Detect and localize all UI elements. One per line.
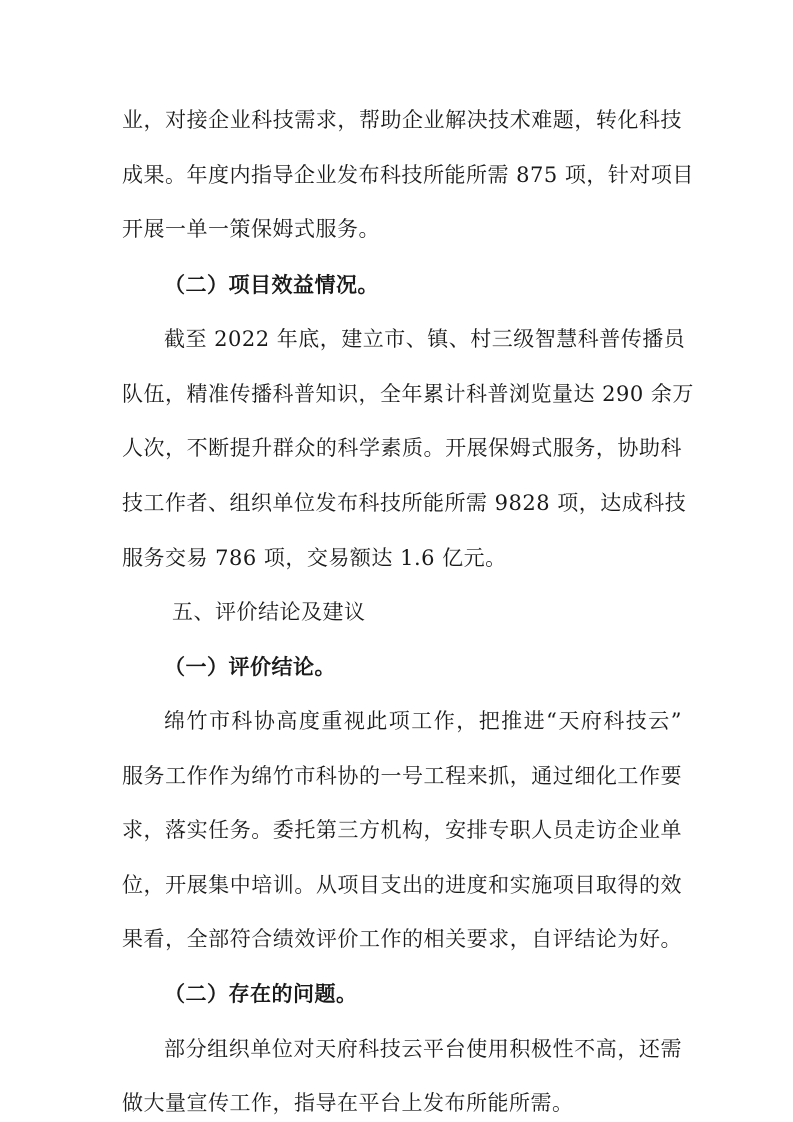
paragraph-line: 果看，全部符合绩效评价工作的相关要求，自评结论为好。 [122, 927, 682, 951]
paragraph-line: 求，落实任务。委托第三方机构，安排专职人员走访企业单 [122, 818, 682, 842]
paragraph-line: 服务交易 786 项，交易额达 1.6 亿元。 [122, 546, 507, 570]
paragraph-line: 截至 2022 年底，建立市、镇、村三级智慧科普传播员 [164, 327, 686, 351]
paragraph-line: 技工作者、组织单位发布科技所能所需 9828 项，达成科技 [122, 491, 687, 515]
section-heading: （一）评价结论。 [164, 655, 336, 679]
chapter-heading: 五、评价结论及建议 [172, 600, 366, 624]
paragraph-line: 位，开展集中培训。从项目支出的进度和实施项目取得的效 [122, 873, 682, 897]
section-heading: （二）项目效益情况。 [164, 273, 379, 297]
paragraph-line: 部分组织单位对天府科技云平台使用积极性不高，还需 [164, 1037, 682, 1061]
paragraph-line: 成果。年度内指导企业发布科技所能所需 875 项，针对项目 [122, 163, 694, 187]
paragraph-line: 队伍，精准传播科普知识，全年累计科普浏览量达 290 余万 [122, 382, 694, 406]
paragraph-line: 业，对接企业科技需求，帮助企业解决技术难题，转化科技 [122, 108, 682, 132]
paragraph-line: 绵竹市科协高度重视此项工作，把推进“天府科技云” [164, 709, 682, 733]
section-heading: （二）存在的问题。 [164, 982, 358, 1006]
paragraph-line: 人次，不断提升群众的科学素质。开展保姆式服务，协助科 [122, 436, 682, 460]
paragraph-line: 做大量宣传工作，指导在平台上发布所能所需。 [122, 1091, 574, 1115]
paragraph-line: 开展一单一策保姆式服务。 [122, 217, 380, 241]
paragraph-line: 服务工作作为绵竹市科协的一号工程来抓，通过细化工作要 [122, 764, 682, 788]
